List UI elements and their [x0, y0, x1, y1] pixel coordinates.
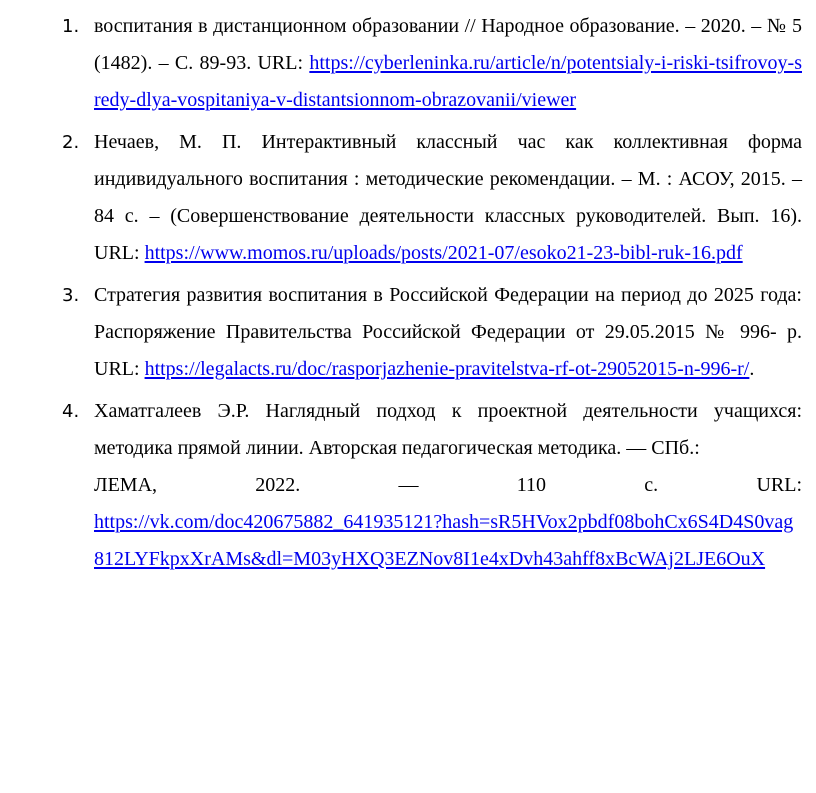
reference-text: Нечаев, М. П. Интерактивный классный час как коллективная форма индивидуального воспитания : методические рекомендации. – М. : АСОУ, 2015. – 84 с. – (Совершенствование деятельности классных руководителей. Вып. 16). URL: [94, 131, 802, 264]
reference-suffix: . [749, 358, 755, 380]
reference-number: 3. [62, 285, 80, 306]
reference-link[interactable]: https://www.momos.ru/uploads/posts/2021-07/esoko21-23-bibl-ruk-16.pdf [144, 242, 743, 264]
reference-link[interactable]: https://legalacts.ru/doc/rasporjazhenie-pravitelstva-rf-ot-29052015-n-996-r/ [144, 358, 750, 380]
reference-number: 2. [62, 132, 80, 153]
reference-item-3 [0, 277, 816, 388]
reference-text: Стратегия развития воспитания в Российской Федерации на период до 2025 года: Распоряжение Правительства Российской Федерации от 29.05.2015 № 996- р. URL: [94, 284, 802, 380]
reference-text: воспитания в дистанционном образовании // Народное образование. – 2020. – № 5 (1482). – С. 89-93. URL: [94, 15, 802, 74]
reference-link[interactable]: https://vk.com/doc420675882_641935121?hash=sR5HVox2pbdf08bohCx6S4D4S0vag812LYFkpxXrAMs&dl=M03yHXQ3EZNov8I1e4xDvh43ahff8xBcWAj2LJE6OuX [94, 511, 794, 570]
reference-item-1 [0, 8, 816, 119]
reference-link[interactable]: https://cyberleninka.ru/article/n/potentsialy-i-riski-tsifrovoy-sredy-dlya-vospitaniya-v-distantsionnom-obrazovanii/viewer [94, 52, 802, 111]
reference-text-justified-line: ЛЕМА, 2022. — 110 с. URL: [94, 474, 802, 496]
reference-text: Хаматгалеев Э.Р. Наглядный подход к проектной деятельности учащихся: методика прямой линии. Авторская педагогическая методика. — СПб.: [94, 400, 802, 459]
reference-list [0, 8, 816, 583]
reference-number: 4. [62, 401, 80, 422]
reference-item-4 [0, 393, 816, 578]
reference-number: 1. [62, 16, 80, 37]
reference-item-2 [0, 124, 816, 272]
